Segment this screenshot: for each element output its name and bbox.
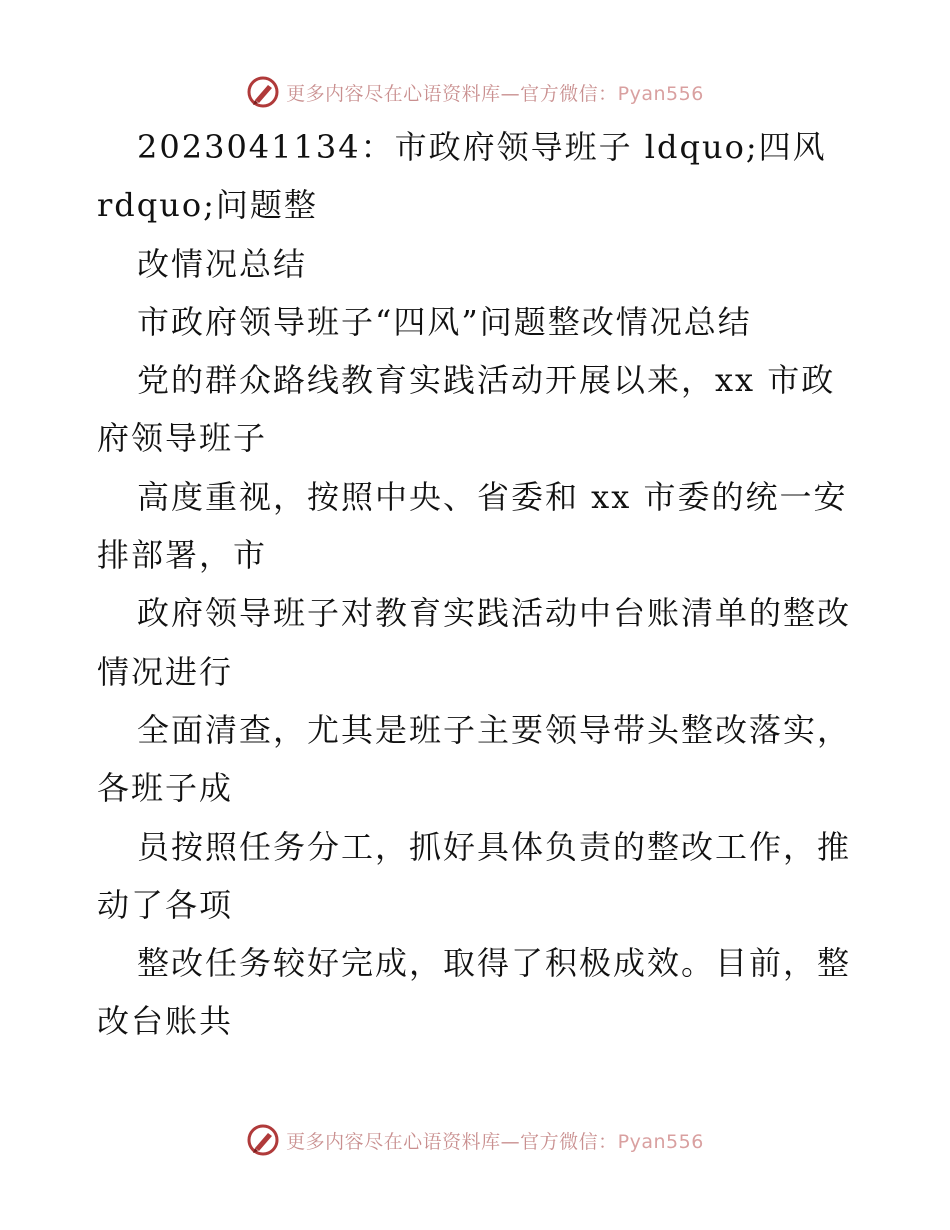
footer-watermark — [0, 1120, 950, 1160]
text-line: 党的群众路线教育实践活动开展以来，xx 市政 — [137, 361, 836, 400]
text-line: 各班子成 — [97, 769, 234, 808]
watermark-label: 更多内容尽在心语资料库—官方微信：Pyan556 — [286, 82, 704, 105]
document-body — [97, 118, 857, 1051]
text-line: 全面清查，尤其是班子主要领导带头整改落实， — [137, 710, 852, 749]
text-line: 改情况总结 — [137, 244, 308, 283]
text-line: 2023041134：市政府领导班子 ldquo;四风 — [137, 128, 827, 166]
watermark-id: Pyan556 — [617, 82, 704, 105]
text-line: 员按照任务分工，抓好具体负责的整改工作，推 — [137, 827, 852, 866]
text-line: 整改任务较好完成，取得了积极成效。目前，整 — [137, 944, 852, 983]
text-line: 动了各项 — [97, 885, 234, 924]
document-title: 市政府领导班子“四风”问题整改情况总结 — [137, 302, 752, 341]
watermark-label: 更多内容尽在心语资料库—官方微信：Pyan556 — [286, 1130, 704, 1153]
pen-logo-icon — [246, 1123, 280, 1157]
pen-logo-icon — [246, 75, 280, 109]
text-line: 排部署，市 — [97, 536, 268, 575]
text-line: 政府领导班子对教育实践活动中台账清单的整改 — [137, 594, 852, 633]
watermark-id: Pyan556 — [617, 1130, 704, 1153]
text-line: 改台账共 — [97, 1002, 234, 1041]
text-line: 情况进行 — [97, 652, 234, 691]
text-line: 府领导班子 — [97, 419, 268, 458]
header-watermark — [0, 72, 950, 112]
text-line: 高度重视，按照中央、省委和 xx 市委的统一安 — [137, 477, 848, 516]
text-line: rdquo;问题整 — [97, 186, 318, 225]
